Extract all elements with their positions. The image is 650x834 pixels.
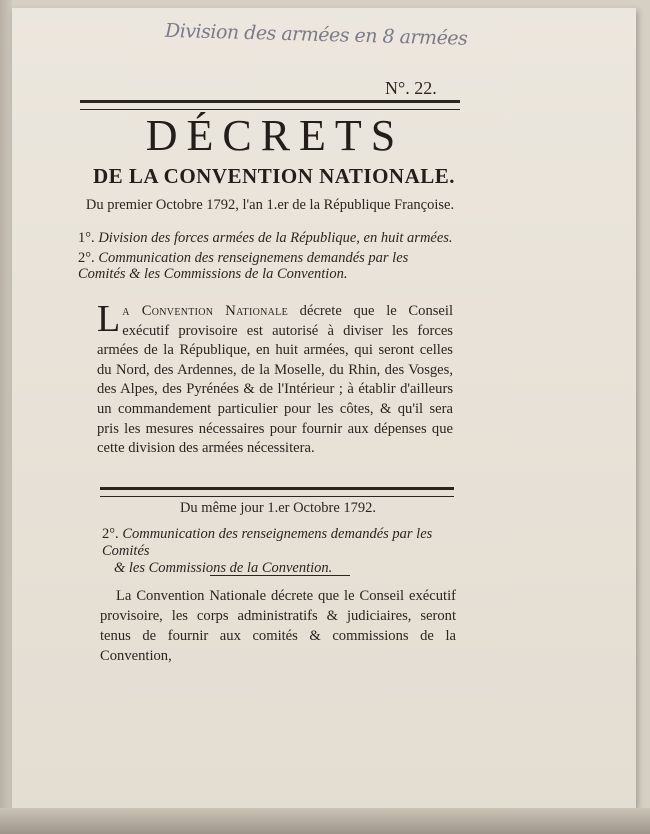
summary-item-2-repeat — [102, 526, 458, 577]
summary-item-number: 1°. — [78, 230, 95, 246]
decree-number: N°. 22. — [385, 78, 437, 98]
summary-item-text: Division des forces armées de la République, en huit armées. — [98, 230, 453, 246]
summary-line-2: & les Commissions de la Convention. — [114, 560, 333, 576]
short-divider — [210, 575, 350, 576]
paper-edge-bottom — [0, 808, 650, 834]
header-rule — [80, 100, 460, 110]
page-title: DÉCRETS — [145, 111, 405, 160]
page-subtitle: DE LA CONVENTION NATIONALE. — [93, 164, 455, 188]
drop-cap: L — [97, 298, 121, 340]
section-rule — [100, 487, 454, 497]
summary-item-number: 2°. — [78, 250, 95, 266]
summary-item-number: 2°. — [102, 526, 119, 542]
decree-body-1 — [97, 298, 454, 459]
handwritten-annotation: Division des armées en 8 armées — [164, 19, 468, 50]
paper-edge-left — [0, 0, 12, 834]
decree-text: La Convention Nationale décrete que le Conseil exécutif provisoire, les corps administratifs & judiciaires, seront tenus de fournir aux comités & commissions de la Convention, — [100, 588, 456, 664]
decree-text: décrete que le Conseil exécutif provisoire est autorisé à diviser les forces armées de la République, en huit armées, qui seront celles du Nord, des Ardennes, de la Moselle, du Rhin, des Vosges, des Alpes, des Pyrénées & de l'Intérieur ; à établir d'ailleurs un commandement particulier pour les côtes, & qu'il sera pris les mesures nécessaires pour fournir aux dépenses que cette division des armées nécessitera. — [97, 303, 454, 457]
summary-item-1 — [78, 230, 458, 246]
dateline: Du premier Octobre 1792, l'an 1.er de la République Françoise. — [85, 197, 455, 213]
decree-body-2 — [100, 586, 456, 666]
decree-lead: a Convention Nationale — [122, 303, 288, 319]
summary-item-2 — [78, 250, 458, 282]
same-day-dateline: Du même jour 1.er Octobre 1792. — [179, 500, 377, 516]
summary-item-text: Communication des renseignemens demandés par les Comités & les Commissions de la Convention. — [78, 250, 409, 282]
summary-line-1: Communication des renseignemens demandés par les Comités — [102, 526, 433, 559]
